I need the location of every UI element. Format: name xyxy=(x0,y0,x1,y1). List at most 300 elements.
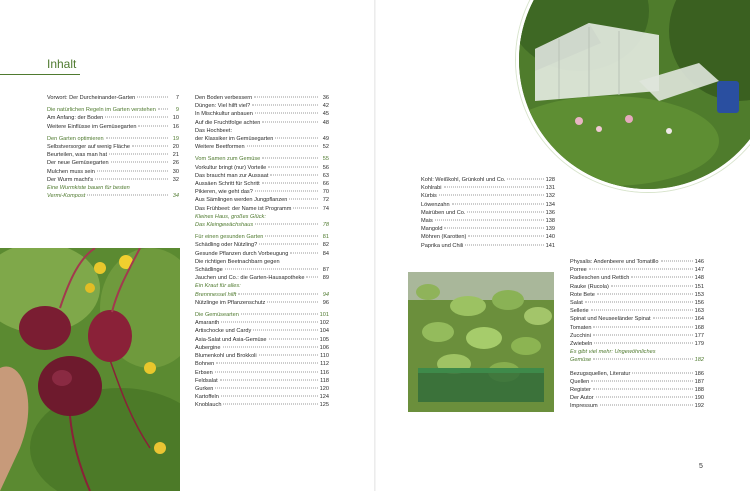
toc-entry-title: Der Autor xyxy=(570,395,594,402)
toc-leader xyxy=(259,355,318,356)
toc-leader xyxy=(289,199,318,200)
toc-entry-page: 34 xyxy=(172,193,179,200)
toc-entry xyxy=(195,213,329,221)
toc-entry xyxy=(195,258,329,266)
toc-entry-page: 190 xyxy=(694,395,704,402)
toc-entry-page: 182 xyxy=(694,357,704,364)
toc-entry xyxy=(47,94,179,102)
toc-entry-title: Beurteilen, was man hat xyxy=(47,152,108,159)
toc-entry xyxy=(195,299,329,307)
toc-leader xyxy=(594,343,692,344)
toc-entry-title: Gemüse xyxy=(570,357,592,364)
toc-leader xyxy=(632,372,692,373)
toc-entry xyxy=(195,164,329,172)
toc-entry-page: 187 xyxy=(694,378,704,385)
toc-leader xyxy=(255,224,318,225)
toc-entry-title: Physalis: Andenbeere und Tomatillo xyxy=(570,259,659,265)
toc-entry-title: Eine Wurmkiste bauen für besten xyxy=(47,185,130,192)
toc-entry-page: 141 xyxy=(545,242,555,249)
toc-entry xyxy=(570,394,704,402)
toc-leader xyxy=(267,301,318,302)
toc-entry xyxy=(570,386,704,394)
toc-leader xyxy=(216,363,318,364)
toc-entry xyxy=(195,327,329,335)
seedlings-photo xyxy=(408,272,554,412)
toc-entry xyxy=(47,168,179,176)
toc-entry xyxy=(195,352,329,360)
toc-entry-page: 78 xyxy=(322,222,329,229)
toc-leader xyxy=(290,252,318,253)
toc-entry xyxy=(195,344,329,352)
toc-entry-title: Vom Samen zum Gemüse xyxy=(195,156,261,163)
toc-leader xyxy=(452,203,544,204)
toc-entry xyxy=(570,356,704,364)
toc-entry xyxy=(195,266,329,274)
toc-entry xyxy=(47,123,179,131)
toc-entry xyxy=(47,176,179,184)
toc-column-1 xyxy=(47,94,179,200)
title-rule xyxy=(0,74,80,75)
toc-entry-title: Aussäen Schritt für Schritt xyxy=(195,181,260,188)
toc-leader xyxy=(269,338,318,339)
toc-entry-page: 36 xyxy=(322,95,329,101)
toc-entry xyxy=(195,119,329,127)
toc-leader xyxy=(275,138,318,139)
toc-entry-title: Mangold xyxy=(421,226,443,233)
toc-leader xyxy=(259,244,318,245)
toc-leader xyxy=(600,405,693,406)
toc-leader xyxy=(597,293,693,294)
toc-entry xyxy=(570,274,704,282)
toc-entry-page: 82 xyxy=(322,242,329,249)
toc-entry-page: 124 xyxy=(319,394,329,401)
toc-entry-title: Mairüben und Co. xyxy=(421,209,466,216)
toc-entry xyxy=(570,340,704,348)
toc-entry-page: 106 xyxy=(319,344,329,351)
toc-entry-page: 148 xyxy=(694,275,704,282)
toc-entry xyxy=(195,393,329,401)
toc-leader xyxy=(611,285,693,286)
toc-entry xyxy=(47,151,179,159)
toc-leader xyxy=(593,359,693,360)
toc-entry xyxy=(570,378,704,386)
toc-entry xyxy=(195,205,329,213)
toc-entry-title: Gesunde Pflanzen durch Vorbeugung xyxy=(195,250,289,257)
toc-entry-title: Den Boden verbessern xyxy=(195,95,253,101)
toc-entry-title: Zwiebeln xyxy=(570,341,593,348)
toc-leader xyxy=(593,326,692,327)
toc-entry-title: Brennnessel hilft xyxy=(195,291,237,298)
toc-entry xyxy=(195,172,329,180)
toc-leader xyxy=(241,314,318,315)
toc-entry-page: 9 xyxy=(175,107,179,114)
toc-entry-page: 16 xyxy=(172,123,179,130)
toc-entry-page: 116 xyxy=(320,369,329,376)
toc-entry-title: Salat xyxy=(570,300,583,307)
toc-entry-page: 153 xyxy=(694,291,704,298)
toc-leader xyxy=(137,97,168,98)
toc-entry-title: Pikieren, wie geht das? xyxy=(195,189,253,196)
toc-leader xyxy=(593,389,693,390)
toc-entry-title: Das Kleingewächshaus xyxy=(195,222,254,229)
toc-entry-page: 55 xyxy=(322,156,329,163)
toc-section-heading xyxy=(47,135,179,143)
toc-entry-title: Ein Kraut für alles: xyxy=(195,283,241,290)
toc-leader xyxy=(158,109,168,110)
toc-entry-title: Die natürlichen Regeln im Garten verstehen xyxy=(47,107,156,114)
toc-entry-title: Auf die Fruchtfolge achten xyxy=(195,119,261,126)
toc-entry-title: Erbsen xyxy=(195,369,213,376)
toc-leader xyxy=(252,105,318,106)
toc-entry-title: Das braucht man zur Aussaat xyxy=(195,172,269,179)
toc-entry-page: 104 xyxy=(319,328,329,335)
toc-leader xyxy=(444,187,544,188)
toc-entry-title: Bezugsquellen, Literatur xyxy=(570,370,631,377)
toc-leader xyxy=(306,277,318,278)
toc-entry-page: 49 xyxy=(322,136,329,143)
toc-entry-page: 188 xyxy=(694,387,704,394)
toc-leader xyxy=(265,236,318,237)
toc-leader xyxy=(138,125,168,126)
toc-entry-title: Am Anfang: der Boden xyxy=(47,115,104,122)
toc-entry-title: Quellen xyxy=(570,378,590,385)
toc-entry-title: Weitere Beetformen xyxy=(195,144,245,151)
toc-entry xyxy=(421,184,555,192)
toc-entry-page: 186 xyxy=(694,370,704,377)
toc-entry xyxy=(421,209,555,217)
toc-entry-page: 42 xyxy=(322,103,329,110)
toc-entry xyxy=(195,94,329,102)
toc-entry xyxy=(421,217,555,225)
toc-entry-title: Den Garten optimieren xyxy=(47,135,104,142)
toc-entry xyxy=(195,369,329,377)
toc-leader xyxy=(215,387,317,388)
toc-leader xyxy=(238,293,318,294)
toc-leader xyxy=(220,379,318,380)
toc-entry xyxy=(195,188,329,196)
page-gutter xyxy=(374,0,376,491)
toc-entry-title: Löwenzahn xyxy=(421,201,450,208)
toc-leader xyxy=(589,269,693,270)
toc-entry-title: Rote Bete xyxy=(570,291,595,298)
toc-leader xyxy=(262,121,318,122)
toc-entry-title: Spinat und Neuseeländer Spinat xyxy=(570,316,651,323)
toc-leader xyxy=(111,162,168,163)
toc-leader xyxy=(221,396,318,397)
toc-entry-page: 177 xyxy=(694,332,704,339)
toc-leader xyxy=(468,236,543,237)
toc-entry-title: Es gibt viel mehr: Ungewöhnliches xyxy=(570,349,656,356)
toc-leader xyxy=(106,137,168,138)
toc-entry xyxy=(570,266,704,274)
toc-entry-page: 112 xyxy=(320,361,329,368)
toc-entry xyxy=(195,196,329,204)
beetroot-illustration xyxy=(0,248,180,491)
toc-entry-title: Das Hochbeet: xyxy=(195,127,233,134)
toc-entry xyxy=(195,401,329,409)
toc-entry-page: 45 xyxy=(322,111,329,118)
toc-entry xyxy=(195,282,329,290)
toc-entry-page: 87 xyxy=(322,267,329,274)
toc-entry-title: Mais xyxy=(421,218,433,225)
toc-entry-page: 66 xyxy=(322,181,329,188)
toc-entry-title: Kürbis xyxy=(421,193,437,200)
toc-entry-title: Nützlinge im Pflanzenschutz xyxy=(195,299,266,306)
toc-leader xyxy=(255,113,318,114)
toc-entry-page: 164 xyxy=(694,316,704,323)
toc-entry xyxy=(570,291,704,299)
toc-entry-title: Kohl: Weißkohl, Grünkohl und Co. xyxy=(421,177,506,183)
toc-entry-title: Impressum xyxy=(570,403,598,410)
toc-leader xyxy=(223,346,318,347)
toc-leader xyxy=(593,334,693,335)
toc-entry xyxy=(47,192,179,200)
toc-entry-page: 118 xyxy=(320,377,329,384)
toc-entry xyxy=(421,242,555,250)
toc-entry-title: Schädling oder Nützling? xyxy=(195,242,258,249)
toc-entry-title: Porree xyxy=(570,267,587,274)
toc-column-2 xyxy=(195,94,329,410)
toc-leader xyxy=(262,183,318,184)
toc-leader xyxy=(596,397,693,398)
toc-leader xyxy=(653,318,693,319)
toc-entry-title: Selbstversorger auf wenig Fläche xyxy=(47,144,131,151)
toc-entry-title: Möhren (Karotten) xyxy=(421,234,467,241)
toc-entry xyxy=(195,180,329,188)
toc-entry-page: 192 xyxy=(694,403,704,410)
toc-entry-page: 32 xyxy=(172,176,179,183)
toc-entry-title: Knoblauch xyxy=(195,402,222,409)
toc-leader xyxy=(268,166,318,167)
seedlings-illustration xyxy=(408,272,554,412)
toc-entry-title: Sellerie xyxy=(570,308,589,315)
toc-entry-title: Kohlrabi xyxy=(421,185,442,192)
toc-entry-title: Jauchen und Co.: die Garten-Hausapotheke xyxy=(195,275,305,282)
toc-leader xyxy=(631,277,692,278)
toc-leader xyxy=(253,330,317,331)
toc-entry-page: 52 xyxy=(322,144,329,151)
toc-section-heading xyxy=(195,311,329,319)
toc-entry-page: 7 xyxy=(175,95,179,101)
toc-column-4 xyxy=(570,258,704,411)
toc-entry-title: Artischocke und Cardy xyxy=(195,328,252,335)
toc-entry xyxy=(195,221,329,229)
toc-leader xyxy=(97,170,168,171)
toc-entry xyxy=(421,233,555,241)
toc-section-heading xyxy=(195,155,329,163)
toc-entry-page: 151 xyxy=(694,283,704,290)
toc-entry-title: Rauke (Rucola) xyxy=(570,283,609,290)
toc-entry-page: 30 xyxy=(172,168,179,175)
toc-entry-title: Zucchini xyxy=(570,332,591,339)
toc-entry-title: Vermi-Kompost xyxy=(47,193,86,200)
toc-entry-page: 19 xyxy=(172,135,179,142)
toc-entry-title: der Klassiker im Gemüsegarten xyxy=(195,136,274,143)
toc-entry xyxy=(47,143,179,151)
toc-entry xyxy=(47,184,179,192)
toc-entry-page: 26 xyxy=(172,160,179,167)
toc-entry-title: Feldsalat xyxy=(195,377,218,384)
toc-entry-page: 136 xyxy=(545,209,555,216)
toc-entry xyxy=(195,110,329,118)
toc-entry-title: Blumenkohl und Brokkoli xyxy=(195,353,257,360)
toc-leader xyxy=(591,380,692,381)
page-number: 5 xyxy=(699,463,703,470)
toc-entry xyxy=(570,402,704,410)
toc-entry xyxy=(195,135,329,143)
toc-entry-page: 84 xyxy=(322,250,329,257)
toc-leader xyxy=(444,228,543,229)
toc-entry-page: 139 xyxy=(545,226,555,233)
toc-entry-title: Der neue Gemüsegarten xyxy=(47,160,109,167)
toc-column-3 xyxy=(421,176,555,250)
toc-leader xyxy=(435,220,544,221)
toc-entry-title: Weitere Einflüsse im Gemüsegarten xyxy=(47,123,137,130)
toc-entry xyxy=(570,324,704,332)
toc-entry xyxy=(195,377,329,385)
toc-entry xyxy=(47,159,179,167)
beetroot-photo xyxy=(0,248,180,491)
toc-leader xyxy=(109,154,168,155)
toc-entry-title: Gurken xyxy=(195,385,214,392)
toc-leader xyxy=(661,261,693,262)
toc-entry-title: Die richtigen Beetnachbarn gegen xyxy=(195,258,280,265)
toc-entry-page: 81 xyxy=(322,234,329,241)
toc-entry-page: 110 xyxy=(320,353,329,360)
toc-entry-page: 10 xyxy=(172,115,179,122)
toc-entry-page: 138 xyxy=(545,218,555,225)
toc-entry xyxy=(570,307,704,315)
toc-entry-page: 74 xyxy=(322,205,329,212)
toc-entry-page: 89 xyxy=(322,275,329,282)
toc-entry-title: Düngen: Viel hilft viel? xyxy=(195,103,251,110)
toc-leader xyxy=(255,191,318,192)
toc-entry xyxy=(421,176,555,184)
toc-entry-page: 56 xyxy=(322,164,329,171)
page-title: Inhalt xyxy=(47,57,77,71)
toc-entry xyxy=(47,114,179,122)
toc-entry-title: In Mischkultur anbauen xyxy=(195,111,253,118)
toc-entry-page: 102 xyxy=(319,320,329,327)
toc-entry-page: 132 xyxy=(545,193,555,200)
toc-entry xyxy=(195,385,329,393)
toc-entry-page: 20 xyxy=(172,144,179,151)
toc-leader xyxy=(223,404,317,405)
toc-entry-page: 125 xyxy=(319,402,329,409)
toc-entry-title: Kartoffeln xyxy=(195,394,219,401)
toc-leader xyxy=(507,179,543,180)
toc-entry xyxy=(195,291,329,299)
toc-entry xyxy=(195,250,329,258)
toc-entry-page: 63 xyxy=(322,172,329,179)
toc-entry xyxy=(570,332,704,340)
toc-entry-page: 140 xyxy=(545,234,555,241)
toc-entry-page: 134 xyxy=(545,201,555,208)
toc-leader xyxy=(270,174,318,175)
toc-leader xyxy=(465,244,543,245)
toc-leader xyxy=(215,371,318,372)
toc-entry-title: Aubergine xyxy=(195,344,221,351)
toc-entry-title: Paprika und Chili xyxy=(421,242,464,249)
toc-leader xyxy=(132,146,168,147)
toc-entry xyxy=(195,241,329,249)
toc-leader xyxy=(87,195,168,196)
toc-entry-page: 105 xyxy=(319,336,329,343)
toc-entry-title: Radieschen und Rettich xyxy=(570,275,630,282)
toc-entry-title: Das Frühbeet: der Name ist Programm xyxy=(195,205,292,212)
toc-entry-page: 120 xyxy=(319,385,329,392)
toc-leader xyxy=(262,158,318,159)
toc-entry-page: 146 xyxy=(694,259,704,265)
toc-entry-title: Amaranth xyxy=(195,320,220,327)
toc-entry-page: 179 xyxy=(694,341,704,348)
toc-leader xyxy=(293,207,318,208)
toc-leader xyxy=(221,322,317,323)
toc-entry xyxy=(570,370,704,378)
toc-entry-page: 48 xyxy=(322,119,329,126)
toc-entry xyxy=(195,102,329,110)
toc-entry xyxy=(570,315,704,323)
toc-entry-title: Bohnen xyxy=(195,361,215,368)
toc-leader xyxy=(247,146,318,147)
toc-entry-title: Kleines Haus, großes Glück: xyxy=(195,213,266,220)
toc-entry-title: Asia-Salat und Asia-Gemüse xyxy=(195,336,267,343)
toc-entry xyxy=(421,192,555,200)
toc-entry xyxy=(195,274,329,282)
toc-entry-page: 131 xyxy=(545,185,555,192)
toc-leader xyxy=(591,310,693,311)
toc-leader xyxy=(225,269,318,270)
toc-entry xyxy=(421,225,555,233)
toc-entry xyxy=(195,336,329,344)
toc-entry-title: Tomaten xyxy=(570,324,592,331)
toc-leader xyxy=(439,195,544,196)
toc-entry-page: 101 xyxy=(319,312,329,319)
toc-entry-title: Register xyxy=(570,387,591,394)
toc-entry xyxy=(570,299,704,307)
toc-entry-page: 163 xyxy=(694,308,704,315)
toc-entry-page: 72 xyxy=(322,197,329,204)
toc-leader xyxy=(585,302,693,303)
toc-entry-page: 156 xyxy=(694,300,704,307)
toc-section-heading xyxy=(195,233,329,241)
toc-entry xyxy=(195,360,329,368)
toc-entry-title: Mulchen muss sein xyxy=(47,168,95,175)
toc-leader xyxy=(105,117,168,118)
toc-leader xyxy=(95,178,168,179)
toc-entry-page: 168 xyxy=(694,324,704,331)
toc-entry-page: 128 xyxy=(545,177,555,183)
toc-leader xyxy=(254,97,318,98)
toc-entry-page: 147 xyxy=(694,267,704,274)
toc-entry xyxy=(570,283,704,291)
toc-entry-page: 70 xyxy=(322,189,329,196)
toc-entry-title: Der Wurm macht's xyxy=(47,176,94,183)
toc-entry xyxy=(570,348,704,356)
toc-entry-title: Die Gemüsearten xyxy=(195,312,239,319)
toc-entry-title: Aus Sämlingen werden Jungpflanzen xyxy=(195,197,288,204)
toc-entry xyxy=(570,258,704,266)
toc-entry xyxy=(421,201,555,209)
toc-entry xyxy=(195,319,329,327)
toc-entry xyxy=(195,127,329,135)
toc-section-heading xyxy=(47,106,179,114)
toc-entry-title: Schädlinge xyxy=(195,267,223,274)
toc-entry-page: 21 xyxy=(172,152,179,159)
toc-entry xyxy=(195,143,329,151)
toc-entry-page: 96 xyxy=(322,299,329,306)
toc-entry-title: Für einen gesunden Garten xyxy=(195,234,264,241)
